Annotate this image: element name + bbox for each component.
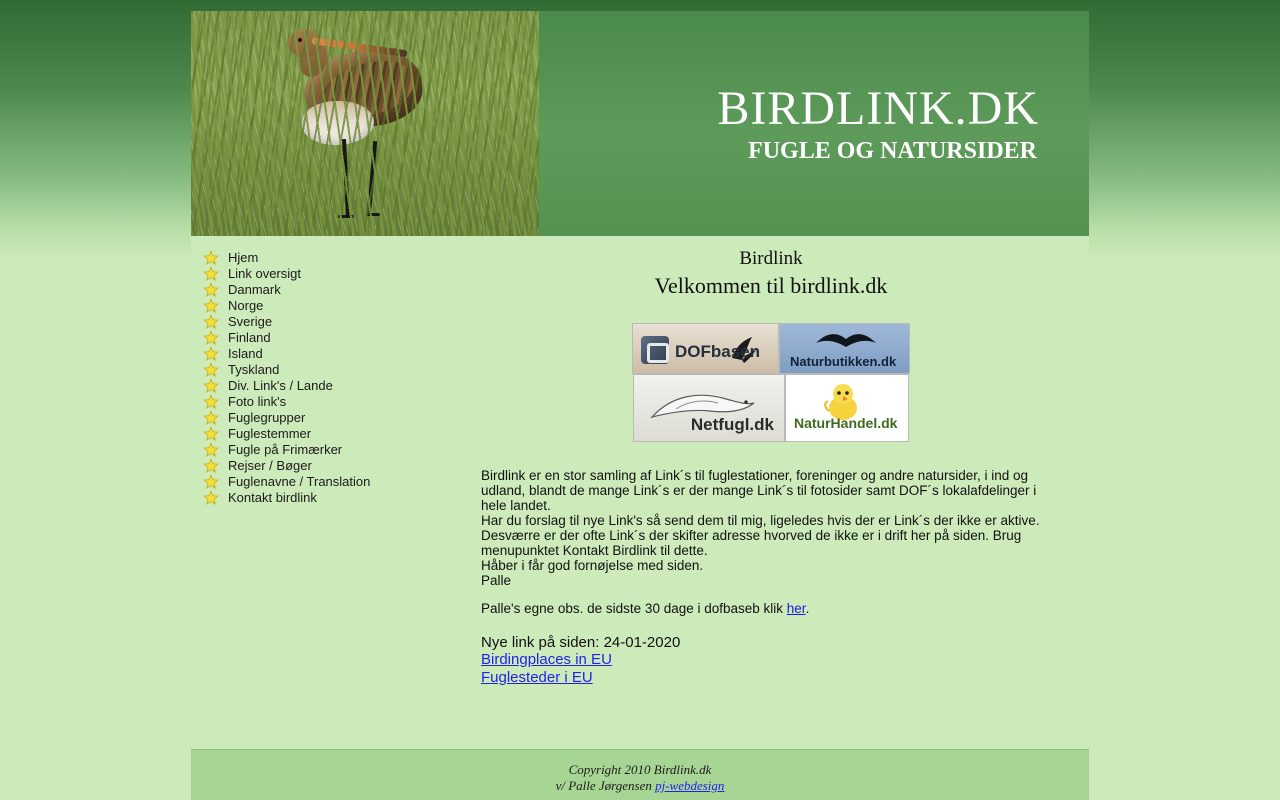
banner-naturhandel[interactable] — [785, 374, 909, 442]
welcome-text: Velkommen til birdlink.dk — [654, 273, 888, 298]
banner-naturbutikken[interactable] — [779, 323, 910, 374]
sidebar-item-fuglenavne-translation[interactable] — [203, 474, 403, 490]
sidebar-item-rejser-boger[interactable] — [203, 458, 403, 474]
sidebar-item-foto-links[interactable] — [203, 394, 403, 410]
sidebar-item-label: Sverige — [228, 314, 273, 329]
sidebar-item-fuglegrupper[interactable] — [203, 410, 403, 426]
sidebar-item-label: Rejser / Bøger — [228, 458, 312, 473]
star-icon — [203, 426, 219, 442]
site-footer — [191, 749, 1089, 800]
sidebar-item-div-links-lande[interactable] — [203, 378, 403, 394]
star-icon — [203, 458, 219, 474]
page-container — [191, 11, 1089, 800]
sidebar-item-label: Fuglegrupper — [228, 410, 306, 425]
dofbasen-logo-icon — [641, 336, 669, 364]
header-title-block — [539, 11, 1089, 236]
star-icon — [203, 410, 219, 426]
obs-suffix: . — [805, 601, 810, 616]
site-subtitle: FUGLE OG NATURSIDER — [748, 138, 1037, 164]
star-icon — [203, 394, 219, 410]
sidebar-item-label: Hjem — [228, 250, 259, 265]
sidebar-item-danmark[interactable] — [203, 282, 403, 298]
sidebar-item-fugle-pa-frimaerker[interactable] — [203, 442, 403, 458]
footer-author-prefix: v/ Palle Jørgensen — [555, 778, 656, 793]
sidebar-item-fuglestemmer[interactable] — [203, 426, 403, 442]
star-icon — [203, 250, 219, 266]
footer-copyright: Copyright 2010 Birdlink.dk — [568, 762, 712, 777]
godwit-illustration — [286, 29, 466, 224]
sidebar-item-label: Kontakt birdlink — [228, 490, 317, 505]
sidebar-item-label: Danmark — [228, 282, 281, 297]
sidebar-item-label: Fuglenavne / Translation — [228, 474, 371, 489]
sidebar-item-label: Link oversigt — [228, 266, 301, 281]
page-title: Birdlink — [739, 248, 803, 269]
banner-label: Netfugl.dk — [690, 415, 774, 434]
star-icon — [203, 474, 219, 490]
sidebar-item-label: Norge — [228, 298, 264, 313]
sidebar-item-label: Foto link's — [228, 394, 287, 409]
footer-author — [191, 778, 1089, 794]
banner-netfugl[interactable] — [633, 374, 785, 442]
site-header — [191, 11, 1089, 236]
banner-label: NaturHandel.dk — [794, 415, 898, 431]
star-icon — [203, 330, 219, 346]
new-link-birdingplaces-eu[interactable]: Birdingplaces in EU — [481, 651, 612, 668]
sidebar-nav — [203, 250, 403, 506]
star-icon — [203, 442, 219, 458]
raptor-icon — [814, 329, 878, 353]
banner-grid — [629, 323, 913, 442]
footer-author-link[interactable]: pj-webdesign — [655, 778, 725, 793]
sidebar-item-norge[interactable] — [203, 298, 403, 314]
obs-line — [481, 601, 1061, 616]
banner-label: DOFbasen — [675, 342, 761, 361]
star-icon — [203, 378, 219, 394]
intro-text-block — [481, 468, 1061, 616]
sidebar-item-sverige[interactable] — [203, 314, 403, 330]
intro-paragraph-2: Har du forslag til nye Link's så send dem til mig, ligeledes hvis der er Link´s der ikke er aktive. Desværre er der ofte Link´s der skifter adresse hvorved de ikke er i drift her på siden. Brug menupunktet Kontakt Birdlink til dette. — [481, 513, 1040, 558]
sidebar-item-label: Fuglestemmer — [228, 426, 312, 441]
new-links-heading: Nye link på siden: 24-01-2020 — [481, 634, 681, 651]
sidebar-item-hjem[interactable] — [203, 250, 403, 266]
sidebar-item-link-oversigt[interactable] — [203, 266, 403, 282]
star-icon — [203, 298, 219, 314]
obs-text: Palle's egne obs. de sidste 30 dage i dofbaseb klik — [481, 601, 787, 616]
star-icon — [203, 362, 219, 378]
banner-label: Naturbutikken.dk — [790, 354, 897, 369]
new-link-fuglesteder-eu[interactable]: Fuglesteder i EU — [481, 669, 593, 686]
sidebar-item-label: Fugle på Frimærker — [228, 442, 343, 457]
star-icon — [203, 490, 219, 506]
sidebar-item-kontakt-birdlink[interactable] — [203, 490, 403, 506]
intro-paragraph-1: Birdlink er en stor samling af Link´s til fuglestationer, foreninger og andre natursider, i ind og udland, blandt de mange Link´s er der mange Link´s til fotosider samt DOF´s lokalafdelinger i hele landet. — [481, 468, 1037, 513]
sidebar-item-label: Tyskland — [228, 362, 280, 377]
main-content — [481, 236, 1061, 687]
body-area — [191, 236, 1089, 749]
sidebar-item-finland[interactable] — [203, 330, 403, 346]
sidebar-item-label: Div. Link's / Lande — [228, 378, 333, 393]
banner-dofbasen[interactable] — [632, 323, 779, 374]
obs-link[interactable]: her — [786, 601, 806, 616]
sidebar-item-island[interactable] — [203, 346, 403, 362]
sidebar-item-label: Finland — [228, 330, 271, 345]
sidebar-item-tyskland[interactable] — [203, 362, 403, 378]
sidebar-item-label: Island — [228, 346, 263, 361]
intro-paragraph-3: Håber i får god fornøjelse med siden. — [481, 558, 704, 573]
intro-paragraph-4: Palle — [481, 573, 512, 588]
star-icon — [203, 346, 219, 362]
star-icon — [203, 266, 219, 282]
star-icon — [203, 314, 219, 330]
star-icon — [203, 282, 219, 298]
header-bird-photo — [191, 11, 539, 236]
site-title: BIRDLINK.DK — [717, 82, 1039, 135]
